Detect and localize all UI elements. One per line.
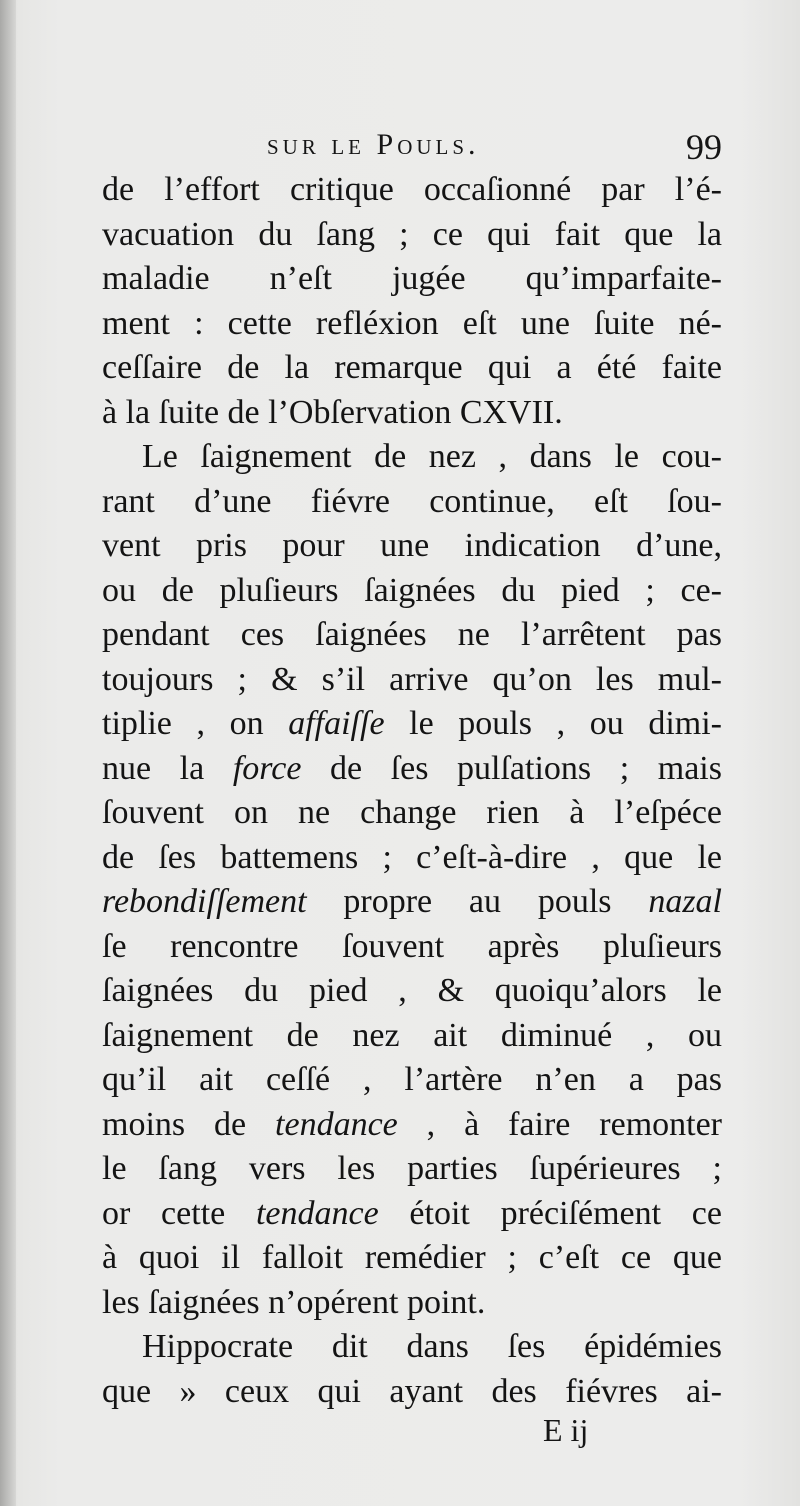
text-run: or cette — [102, 1194, 256, 1232]
italic-word: tendance — [255, 1194, 379, 1232]
italic-word: tendance — [275, 1105, 398, 1143]
text-line: Hippocrate dit dans ſes épidémies — [142, 1328, 722, 1365]
text-line: toujours ; & s’il arrive qu’on les mul- — [102, 660, 722, 698]
text-line — [102, 1192, 722, 1237]
page-header — [102, 128, 722, 168]
text-line: à quoi il falloit remédier ; c’eſt ce que — [102, 1239, 722, 1276]
text-line: ſaignées du pied , & quoiqu’alors le — [102, 972, 722, 1009]
binding-edge — [0, 0, 16, 1506]
italic-word: affaiſſe — [288, 705, 385, 742]
italic-word: rebondiſſement — [102, 883, 307, 920]
italic-word: force — [232, 749, 302, 787]
page-number: 99 — [686, 127, 722, 167]
text-run: moins de — [102, 1105, 276, 1143]
text-line: ment : cette refléxion eſt une ſuite né- — [102, 304, 722, 342]
text-line — [102, 880, 722, 925]
text-line: à la ſuite de l’Obſervation CXVII. — [102, 393, 563, 431]
text-line: ſouvent on ne change rien à l’eſpéce — [102, 794, 722, 831]
text-line: qu’il ait ceſſé , l’artère n’en a pas — [102, 1061, 722, 1098]
text-line — [102, 1103, 722, 1148]
text-line: pendant ces ſaignées ne l’arrêtent pas — [102, 616, 722, 653]
body-text — [102, 168, 722, 1414]
text-line: vent pris pour une indication d’une, — [102, 527, 722, 564]
text-line — [102, 747, 722, 792]
running-title: sur le Pouls. — [267, 128, 480, 161]
text-line: le ſang vers les parties ſupérieures ; — [102, 1150, 722, 1187]
text-line: de ſes battemens ; c’eſt-à-dire , que le — [102, 838, 722, 876]
italic-word: nazal — [648, 883, 722, 920]
text-line: les ſaignées n’opérent point. — [102, 1283, 486, 1321]
text-line: ceſſaire de la remarque qui a été faite — [102, 349, 722, 386]
text-line: ou de pluſieurs ſaignées du pied ; ce- — [102, 571, 722, 609]
text-run: nue la — [102, 749, 233, 787]
text-line: vacuation du ſang ; ce qui fait que la — [102, 215, 722, 253]
text-run: étoit préciſément ce — [378, 1194, 722, 1232]
text-line: rant d’une fiévre continue, eſt ſou- — [102, 482, 722, 520]
text-line: Le ſaignement de nez , dans le cou- — [142, 438, 722, 475]
text-line: de l’effort critique occaſionné par l’é- — [102, 171, 722, 208]
text-run: de ſes pulſations ; mais — [301, 749, 722, 787]
text-line: ſe rencontre ſouvent après pluſieurs — [102, 927, 722, 965]
text-run: propre au pouls — [306, 883, 649, 920]
text-run: le pouls , ou dimi- — [384, 705, 722, 742]
text-line: maladie n’eſt jugée qu’imparfaite- — [102, 260, 722, 297]
signature-mark: E ij — [543, 1412, 589, 1448]
text-run: tiplie , on — [102, 705, 289, 742]
text-line: ſaignement de nez ait diminué , ou — [102, 1016, 722, 1054]
text-line — [102, 702, 722, 747]
text-run: , à faire remonter — [397, 1105, 722, 1143]
text-line: que » ceux qui ayant des fiévres ai- — [102, 1372, 722, 1410]
